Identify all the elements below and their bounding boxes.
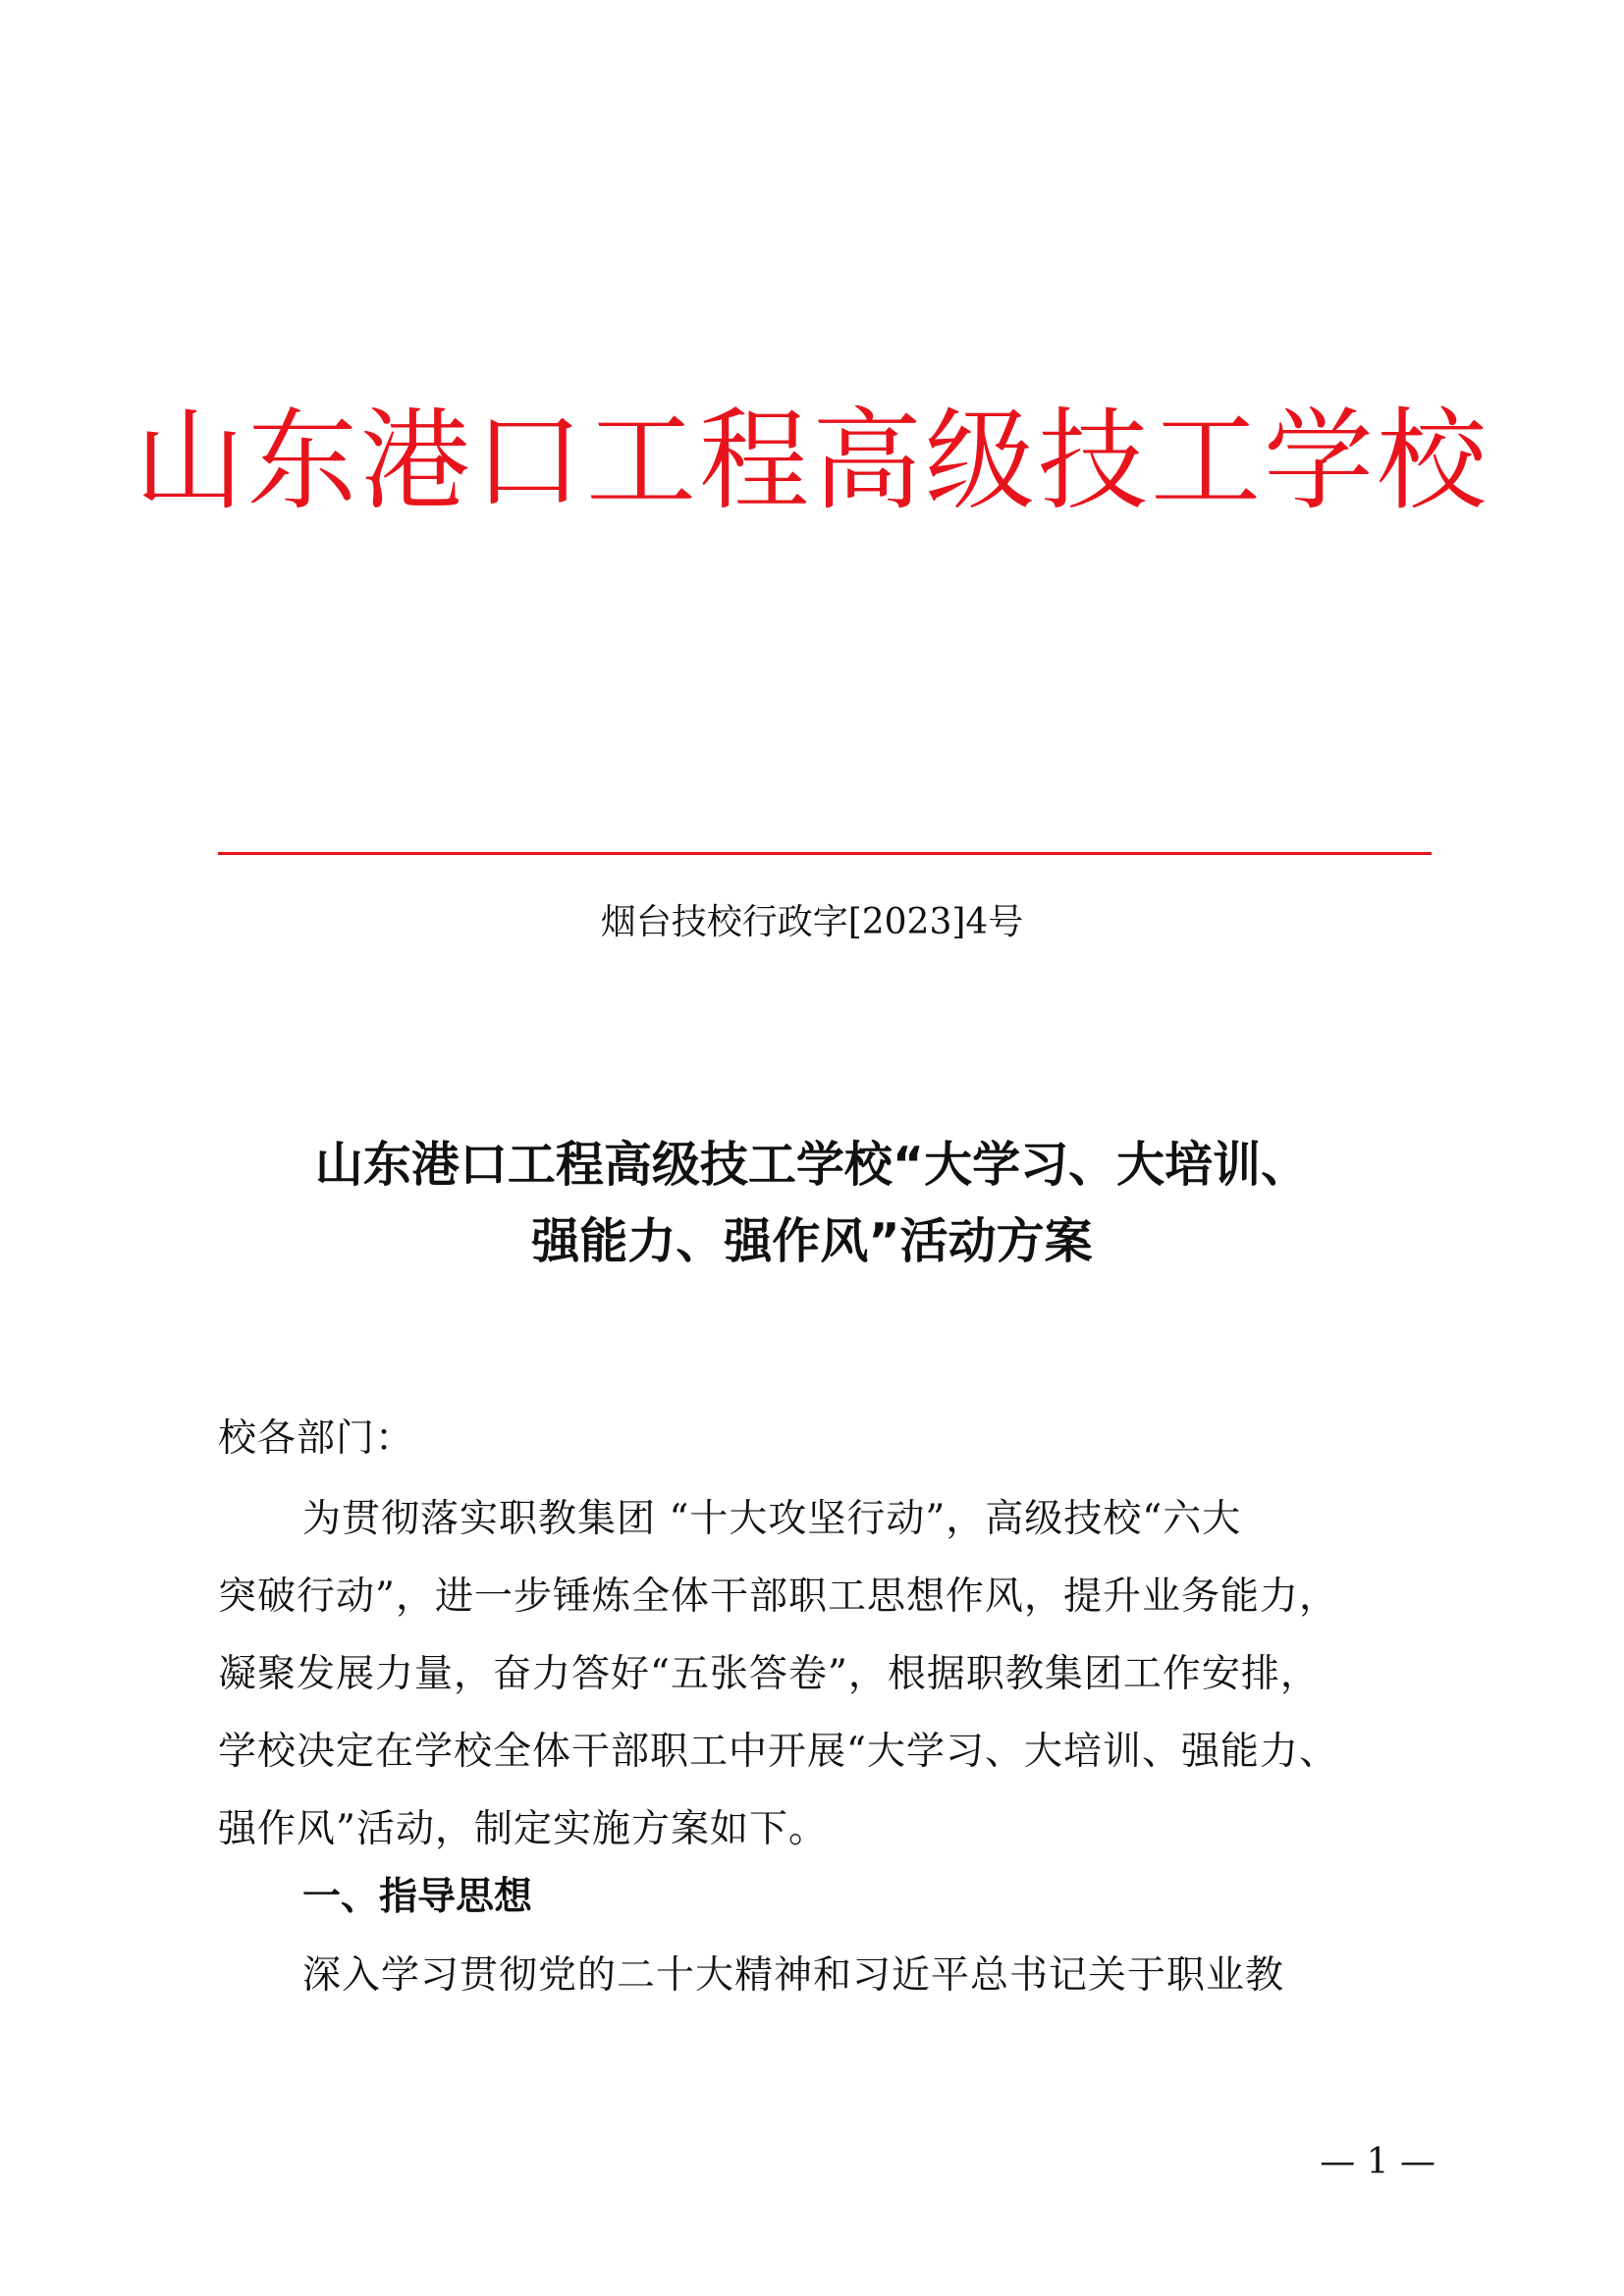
body-paragraph-1: [218, 1480, 1432, 1868]
document-number: 烟台技校行政字[2023]4号: [600, 902, 1024, 942]
paragraph-line: 凝聚发展力量，奋力答好“五张答卷”，根据职教集团工作安排，: [218, 1652, 1320, 1696]
document-title-line-2: 强能力、强作风”活动方案: [531, 1213, 1093, 1269]
section-heading-1: 一、指导思想: [302, 1875, 533, 1919]
paragraph-line: 强作风”活动，制定实施方案如下。: [218, 1807, 828, 1851]
body-paragraph-2: [218, 1944, 1432, 2008]
document-title: [147, 1127, 1477, 1280]
organization-letterhead: 山东港口工程高级技工学校: [135, 398, 1489, 525]
paragraph-line: 学校决定在学校全体干部职工中开展“大学习、大培训、强能力、: [218, 1730, 1338, 1774]
paragraph-line: 突破行动”，进一步锤炼全体干部职工思想作风，提升业务能力，: [218, 1575, 1338, 1619]
red-divider-line: [218, 852, 1432, 855]
paragraph-line: 深入学习贯彻党的二十大精神和习近平总书记关于职业教: [302, 1953, 1285, 1998]
page-number: — 1 —: [1320, 2142, 1435, 2182]
document-title-line-1: 山东港口工程高级技工学校“大学习、大培训、: [314, 1137, 1310, 1193]
salutation: 校各部门：: [218, 1416, 415, 1461]
paragraph-line: 为贯彻落实职教集团 “十大攻坚行动”，高级技校“六大: [302, 1497, 1242, 1541]
